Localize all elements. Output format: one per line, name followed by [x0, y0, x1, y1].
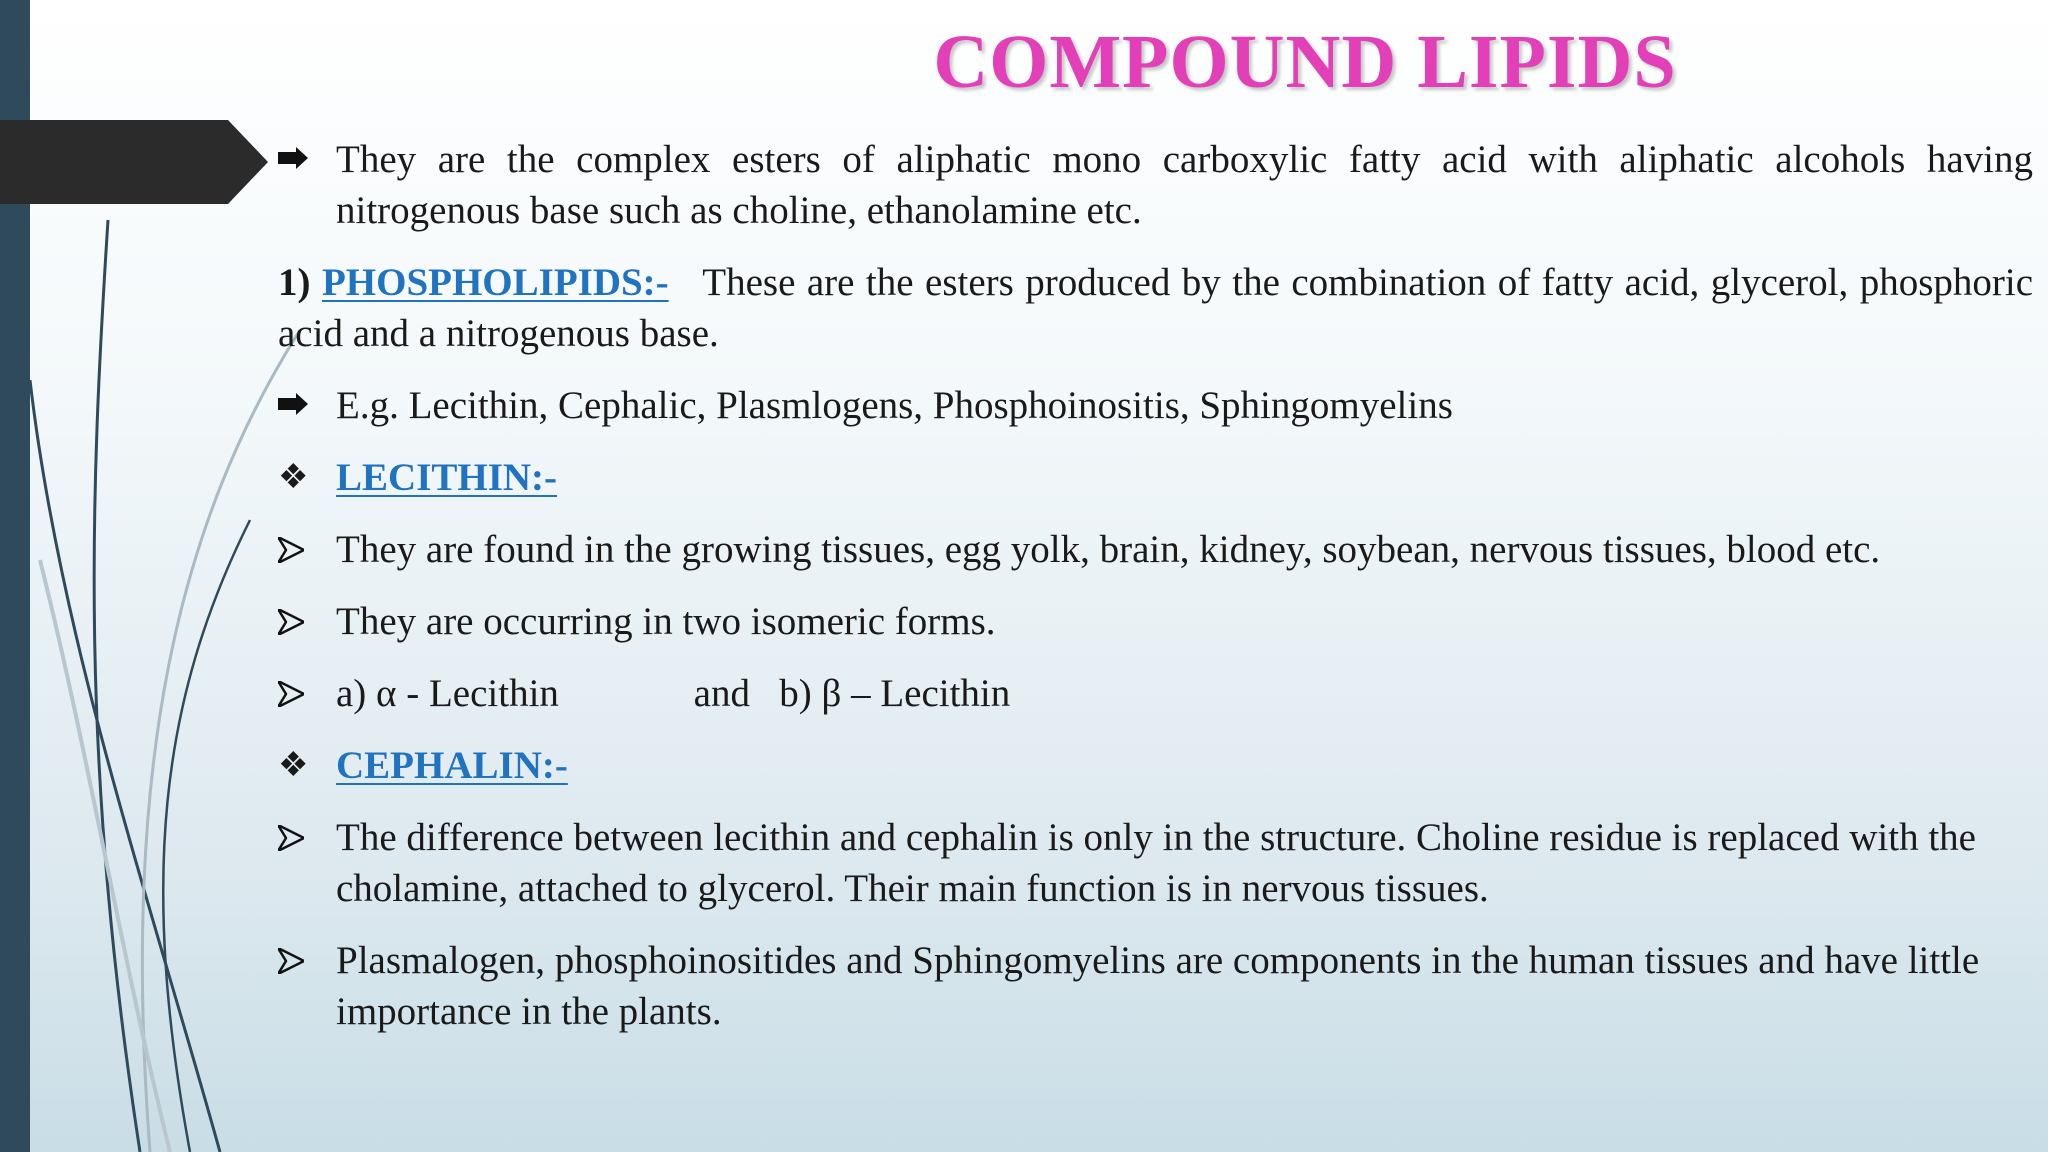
lecithin-point-text: They are occurring in two isomeric forms. [336, 600, 996, 643]
chevron-arrow-icon [278, 668, 318, 707]
examples-bullet [278, 380, 2033, 431]
section-number: 1) [278, 261, 311, 304]
phospholipids-heading: PHOSPHOLIPIDS:- [321, 261, 669, 304]
chevron-arrow-icon [278, 812, 318, 851]
chevron-arrow-icon [278, 596, 318, 635]
intro-bullet [278, 134, 2033, 236]
slide-title: COMPOUND LIPIDS [933, 20, 1677, 104]
intro-text: They are the complex esters of aliphatic mono carboxylic fatty acid with aliphatic alcohols having nitrogenous base such as choline, ethanolamine etc. [336, 138, 2033, 232]
arrow-bullet-icon [278, 134, 318, 169]
four-diamond-icon: ❖ [278, 459, 309, 496]
cephalin-point [278, 935, 2033, 1037]
cephalin-heading: CEPHALIN:- [336, 744, 568, 787]
cephalin-point [278, 812, 2033, 914]
alpha-lecithin: a) α - Lecithin [336, 672, 559, 715]
cephalin-point-text: Plasmalogen, phosphoinositides and Sphingomyelins are components in the human tissues and have little importance in the plants. [336, 939, 1980, 1033]
lecithin-point [278, 596, 2033, 647]
phospholipids-text: These are the esters produced by the combination of fatty acid, glycerol, phosphoric acid and a nitrogenous base. [278, 261, 2034, 355]
chevron-arrow-icon [278, 935, 318, 974]
lecithin-point [278, 524, 2033, 575]
phospholipids-paragraph [278, 257, 2033, 359]
chevron-arrow-icon [278, 524, 318, 563]
lecithin-point-text: They are found in the growing tissues, egg yolk, brain, kidney, soybean, nervous tissues, blood etc. [336, 528, 1881, 571]
arrow-bullet-icon [278, 380, 318, 415]
slide-content [278, 134, 2033, 1058]
cephalin-point-text: The difference between lecithin and cephalin is only in the structure. Choline residue is replaced with the cholamine, attached to glycerol. Their main function is in nervous tissues. [336, 816, 1976, 910]
cephalin-heading-row [278, 740, 2033, 791]
title-tab-arrow [0, 120, 268, 204]
lecithin-heading-row [278, 452, 2033, 503]
four-diamond-icon: ❖ [278, 747, 309, 784]
forms-and: and [693, 672, 750, 715]
lecithin-heading: LECITHIN:- [336, 456, 558, 499]
lecithin-forms [278, 668, 2033, 719]
beta-lecithin: b) β – Lecithin [779, 672, 1011, 715]
examples-text: E.g. Lecithin, Cephalic, Plasmlogens, Phosphoinositis, Sphingomyelins [336, 384, 1453, 427]
